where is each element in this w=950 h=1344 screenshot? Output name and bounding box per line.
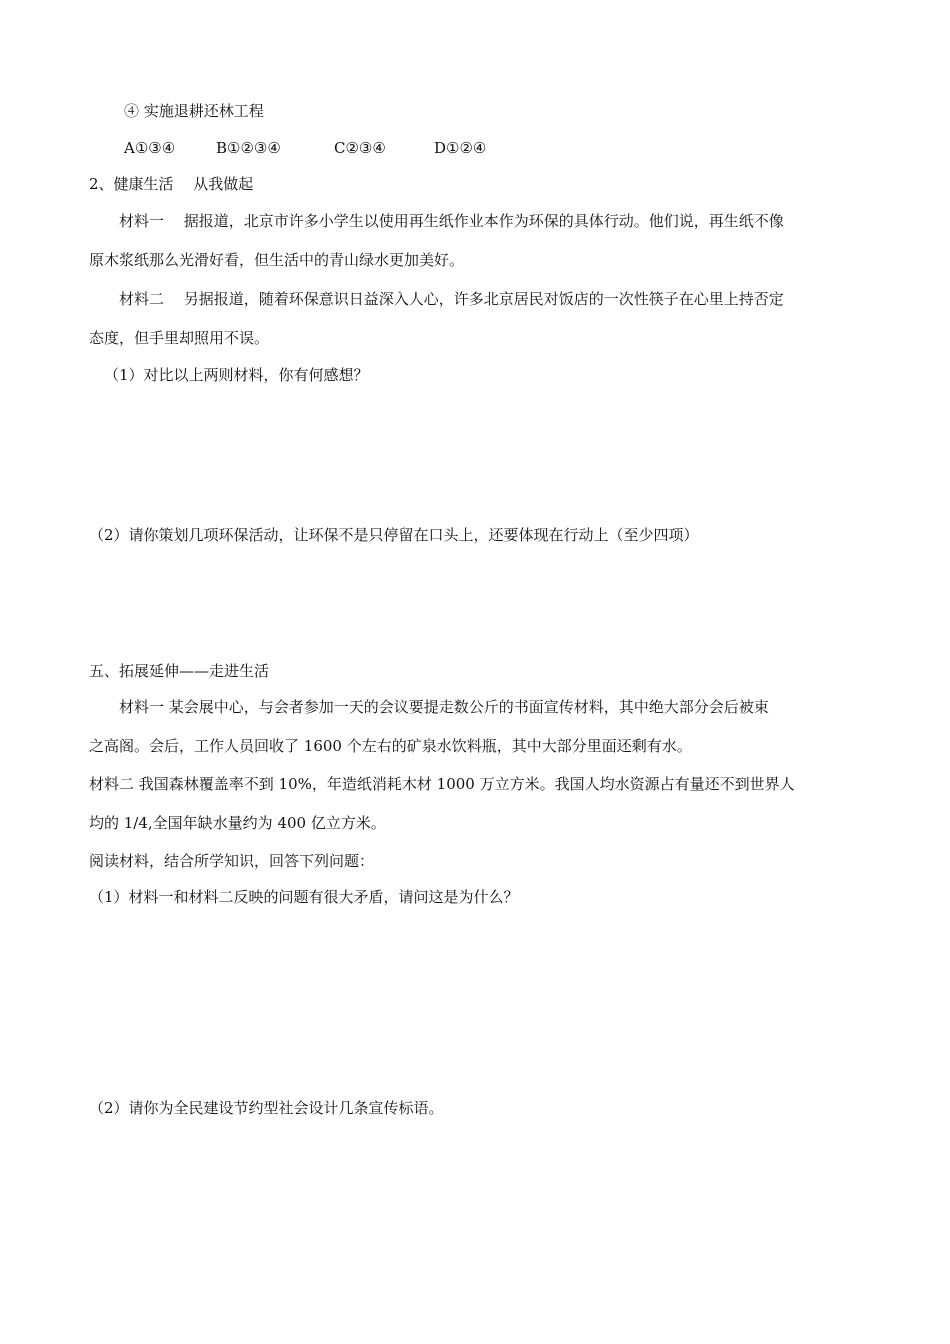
material-2-line-2: 态度，但手里却照用不误。	[89, 329, 270, 347]
item-4-text: ④ 实施退耕还林工程	[124, 102, 264, 120]
material-2-line-1: 材料二 另据报道，随着环保意识日益深入人心，许多北京居民对饭店的一次性筷子在心里上持否定	[119, 290, 784, 308]
section-5-heading: 五、拓展延伸——走进生活	[89, 662, 270, 680]
sub-question-2: （2）请你策划几项环保活动，让环保不是只停留在口头上，还要体现在行动上（至少四项）	[89, 526, 699, 544]
section-5-material-1-line-2: 之高阁。会后，工作人员回收了 1600 个左右的矿泉水饮料瓶，其中大部分里面还剩有水。	[89, 737, 692, 755]
sub-question-1: （1）对比以上两则材料，你有何感想？	[104, 366, 369, 384]
question-2-heading: 2、健康生活 从我做起	[89, 175, 254, 193]
reading-instruction: 阅读材料，结合所学知识，回答下列问题：	[89, 852, 375, 870]
option-c: C②③④	[334, 139, 386, 157]
section-5-material-2-line-1: 材料二 我国森林覆盖率不到 10%，年造纸消耗木材 1000 万立方米。我国人均水资源占有量还不到世界人	[89, 775, 795, 793]
section-5-sub-question-2: （2）请你为全民建设节约型社会设计几条宣传标语。	[89, 1099, 444, 1117]
material-1-line-1: 材料一 据报道，北京市许多小学生以使用再生纸作业本作为环保的具体行动。他们说，再生纸不像	[119, 212, 784, 230]
section-5-material-2-line-2: 均的 1/4,全国年缺水量约为 400 亿立方米。	[89, 814, 386, 832]
option-d: D①②④	[434, 139, 487, 157]
material-1-line-2: 原木浆纸那么光滑好看，但生活中的青山绿水更加美好。	[89, 251, 465, 269]
section-5-sub-question-1: （1）材料一和材料二反映的问题有很大矛盾，请问这是为什么？	[89, 888, 519, 906]
option-b: B①②③④	[216, 139, 281, 157]
option-a: A①③④	[124, 139, 176, 157]
section-5-material-1-line-1: 材料一 某会展中心，与会者参加一天的会议要提走数公斤的书面宣传材料，其中绝大部分会后被束	[119, 698, 769, 716]
